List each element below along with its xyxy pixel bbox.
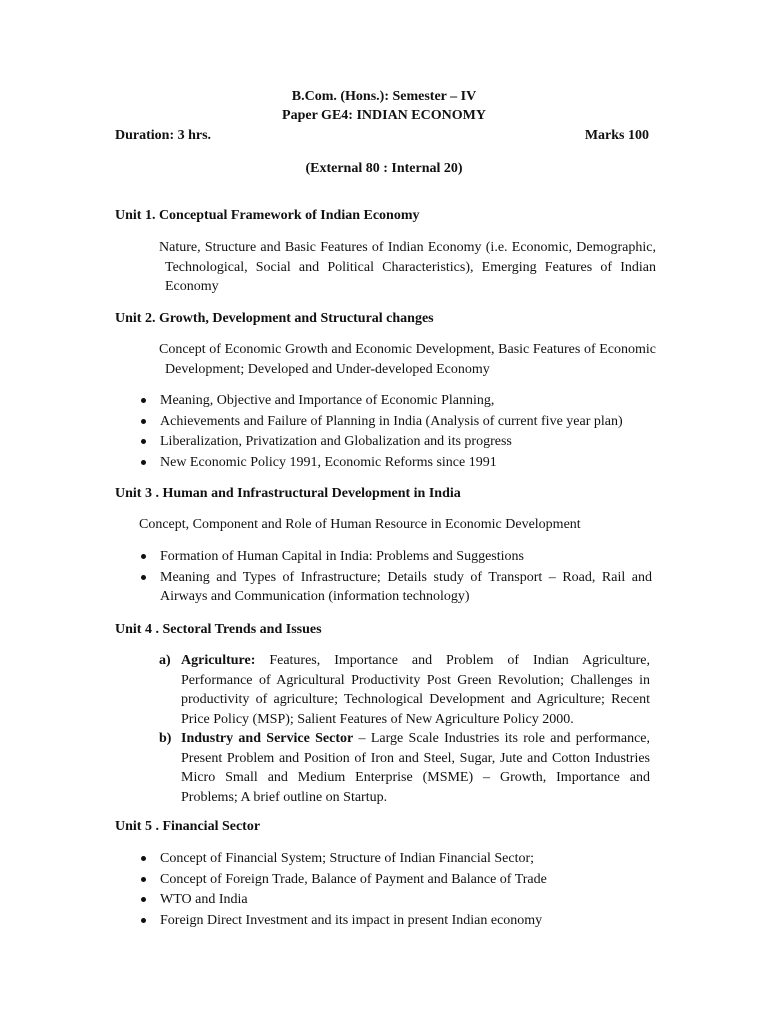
list-item <box>159 729 650 807</box>
list-item: Achievements and Failure of Planning in India (Analysis of current five year plan) <box>135 412 652 432</box>
unit-4-item-list <box>159 651 650 807</box>
list-item: Meaning, Objective and Importance of Economic Planning, <box>135 391 652 411</box>
list-item: Formation of Human Capital in India: Problems and Suggestions <box>135 547 652 567</box>
list-item: WTO and India <box>135 890 652 910</box>
list-item: Concept of Foreign Trade, Balance of Payment and Balance of Trade <box>135 870 652 890</box>
item-title: Industry and Service Sector <box>181 731 354 746</box>
unit-3-bullet-list <box>135 547 652 608</box>
list-item: Liberalization, Privatization and Globalization and its progress <box>135 432 652 452</box>
unit-5-bullet-list <box>135 849 652 931</box>
paper-title: Paper GE4: INDIAN ECONOMY <box>282 108 486 123</box>
item-text: Features, Importance and Problem of Indian Agriculture, Performance of Agricultural Productivity Post Green Revolution; Challenges in productivity of agriculture; Technological Development and Agriculture; Recent Price Policy (MSP); Salient Features of New Agriculture Policy 2000. <box>181 653 650 727</box>
list-item: Foreign Direct Investment and its impact in present Indian economy <box>135 911 652 931</box>
list-item: Meaning and Types of Infrastructure; Details study of Transport – Road, Rail and Airways and Communication (information technology) <box>135 568 652 607</box>
item-marker: a) <box>159 653 171 668</box>
unit-3-intro: Concept, Component and Role of Human Resource in Economic Development <box>139 517 581 532</box>
list-item <box>159 651 650 729</box>
course-title: B.Com. (Hons.): Semester – IV <box>291 89 477 104</box>
marks-split: (External 80 : Internal 20) <box>305 161 463 176</box>
unit-3-heading: Unit 3 . Human and Infrastructural Development in India <box>115 486 461 501</box>
duration-label: Duration: 3 hrs. <box>115 128 212 143</box>
list-item: New Economic Policy 1991, Economic Reforms since 1991 <box>135 453 652 473</box>
item-text: – Large Scale Industries its role and performance, Present Problem and Position of Iron and Steel, Sugar, Jute and Cotton Industries Micro Small and Medium Enterprise (MSME) – Growth, Importance and Problems; A brief outline on Startup. <box>181 731 651 805</box>
unit-2-heading: Unit 2. Growth, Development and Structural changes <box>115 311 434 326</box>
unit-2-intro: Concept of Economic Growth and Economic Development, Basic Features of Economic Development; Developed and Under-developed Economy <box>159 342 656 377</box>
unit-1-heading: Unit 1. Conceptual Framework of Indian Economy <box>115 208 420 223</box>
unit-1-intro: Nature, Structure and Basic Features of Indian Economy (i.e. Economic, Demographic, Technological, Social and Political Characteristics), Emerging Features of Indian Economy <box>159 240 656 294</box>
marks-label: Marks 100 <box>584 128 649 143</box>
item-title: Agriculture: <box>181 653 256 668</box>
unit-5-heading: Unit 5 . Financial Sector <box>115 819 261 834</box>
unit-2-bullet-list <box>135 391 652 473</box>
item-marker: b) <box>159 731 172 746</box>
unit-4-heading: Unit 4 . Sectoral Trends and Issues <box>115 622 322 637</box>
list-item: Concept of Financial System; Structure of Indian Financial Sector; <box>135 849 652 869</box>
